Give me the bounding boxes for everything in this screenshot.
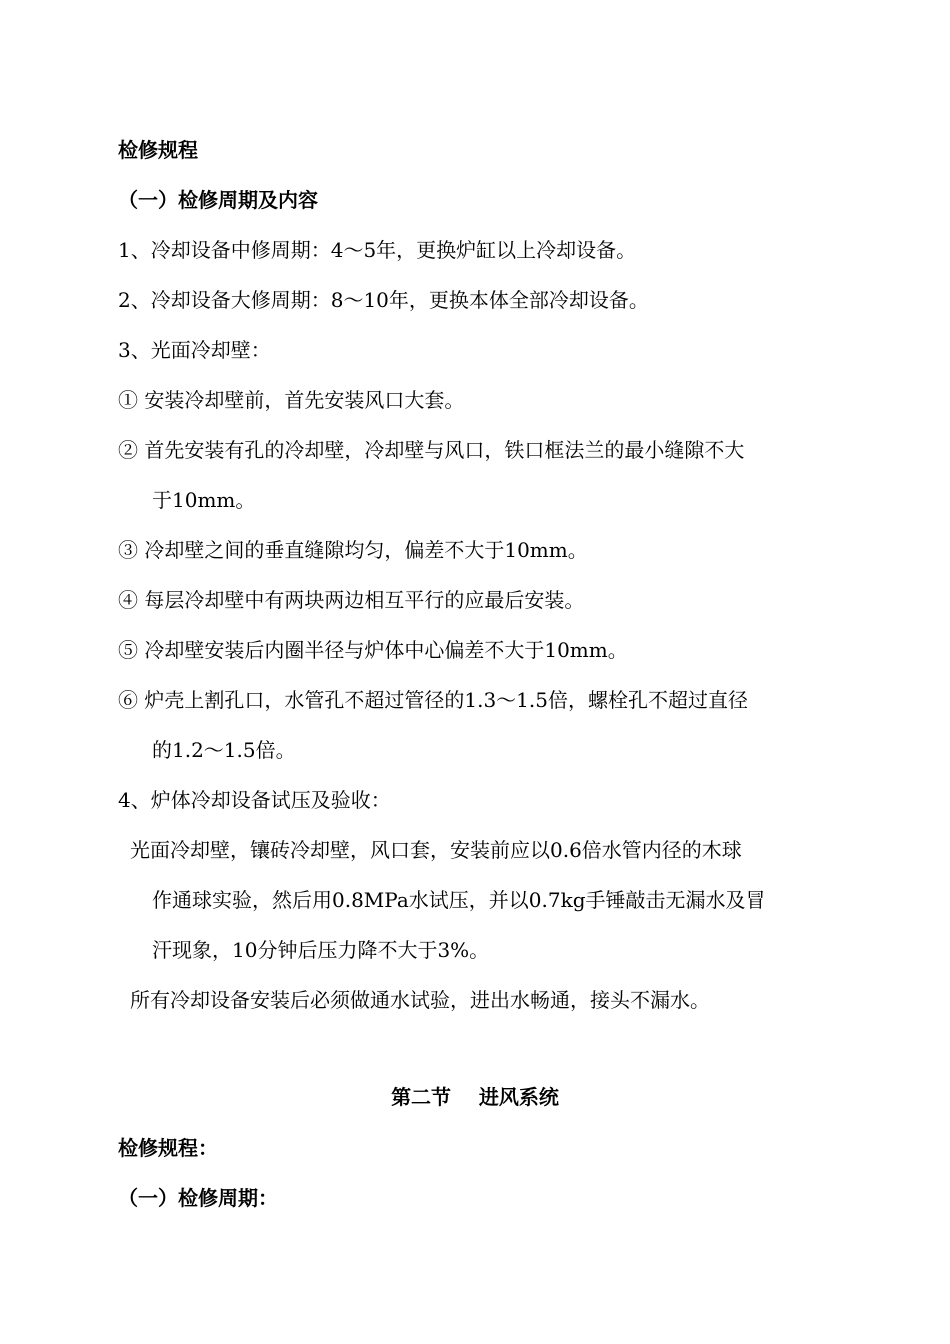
circled-item-4: ④ 每层冷却壁中有两块两边相互平行的应最后安装。 [118, 588, 585, 612]
section1-heading: 检修规程 [118, 138, 198, 162]
item-4: 4、炉体冷却设备试压及验收： [118, 788, 391, 812]
final-line: 所有冷却设备安装后必须做通水试验，进出水畅通，接头不漏水。 [130, 988, 710, 1012]
test-paragraph-line-3: 汗现象，10分钟后压力降不大于3%。 [152, 938, 490, 962]
circled-item-2: ② 首先安装有孔的冷却壁，冷却壁与风口，铁口框法兰的最小缝隙不大 [118, 438, 745, 462]
circled-item-2-cont: 于10mm。 [152, 488, 256, 512]
item-3: 3、光面冷却壁： [118, 338, 271, 362]
circled-item-5: ⑤ 冷却壁安装后内圈半径与炉体中心偏差不大于10mm。 [118, 638, 628, 662]
circled-item-6-cont: 的1.2～1.5倍。 [152, 738, 296, 762]
circled-item-3: ③ 冷却壁之间的垂直缝隙均匀，偏差不大于10mm。 [118, 538, 588, 562]
item-1: 1、冷却设备中修周期：4～5年，更换炉缸以上冷却设备。 [118, 238, 637, 262]
circled-item-1: ① 安装冷却壁前，首先安装风口大套。 [118, 388, 465, 412]
test-paragraph-line-2: 作通球实验，然后用0.8MPa水试压，并以0.7kg手锤敲击无漏水及冒 [152, 888, 766, 912]
test-paragraph-line-1: 光面冷却壁，镶砖冷却壁，风口套，安装前应以0.6倍水管内径的木球 [130, 838, 742, 862]
section2-sub-heading: （一）检修周期： [118, 1186, 278, 1210]
circled-item-6: ⑥ 炉壳上割孔口，水管孔不超过管径的1.3～1.5倍，螺栓孔不超过直径 [118, 688, 748, 712]
section2-title: 第二节 进风系统 [391, 1085, 559, 1109]
item-2: 2、冷却设备大修周期：8～10年，更换本体全部冷却设备。 [118, 288, 649, 312]
section1-sub-heading: （一）检修周期及内容 [118, 188, 318, 212]
section2-heading: 检修规程： [118, 1136, 218, 1160]
